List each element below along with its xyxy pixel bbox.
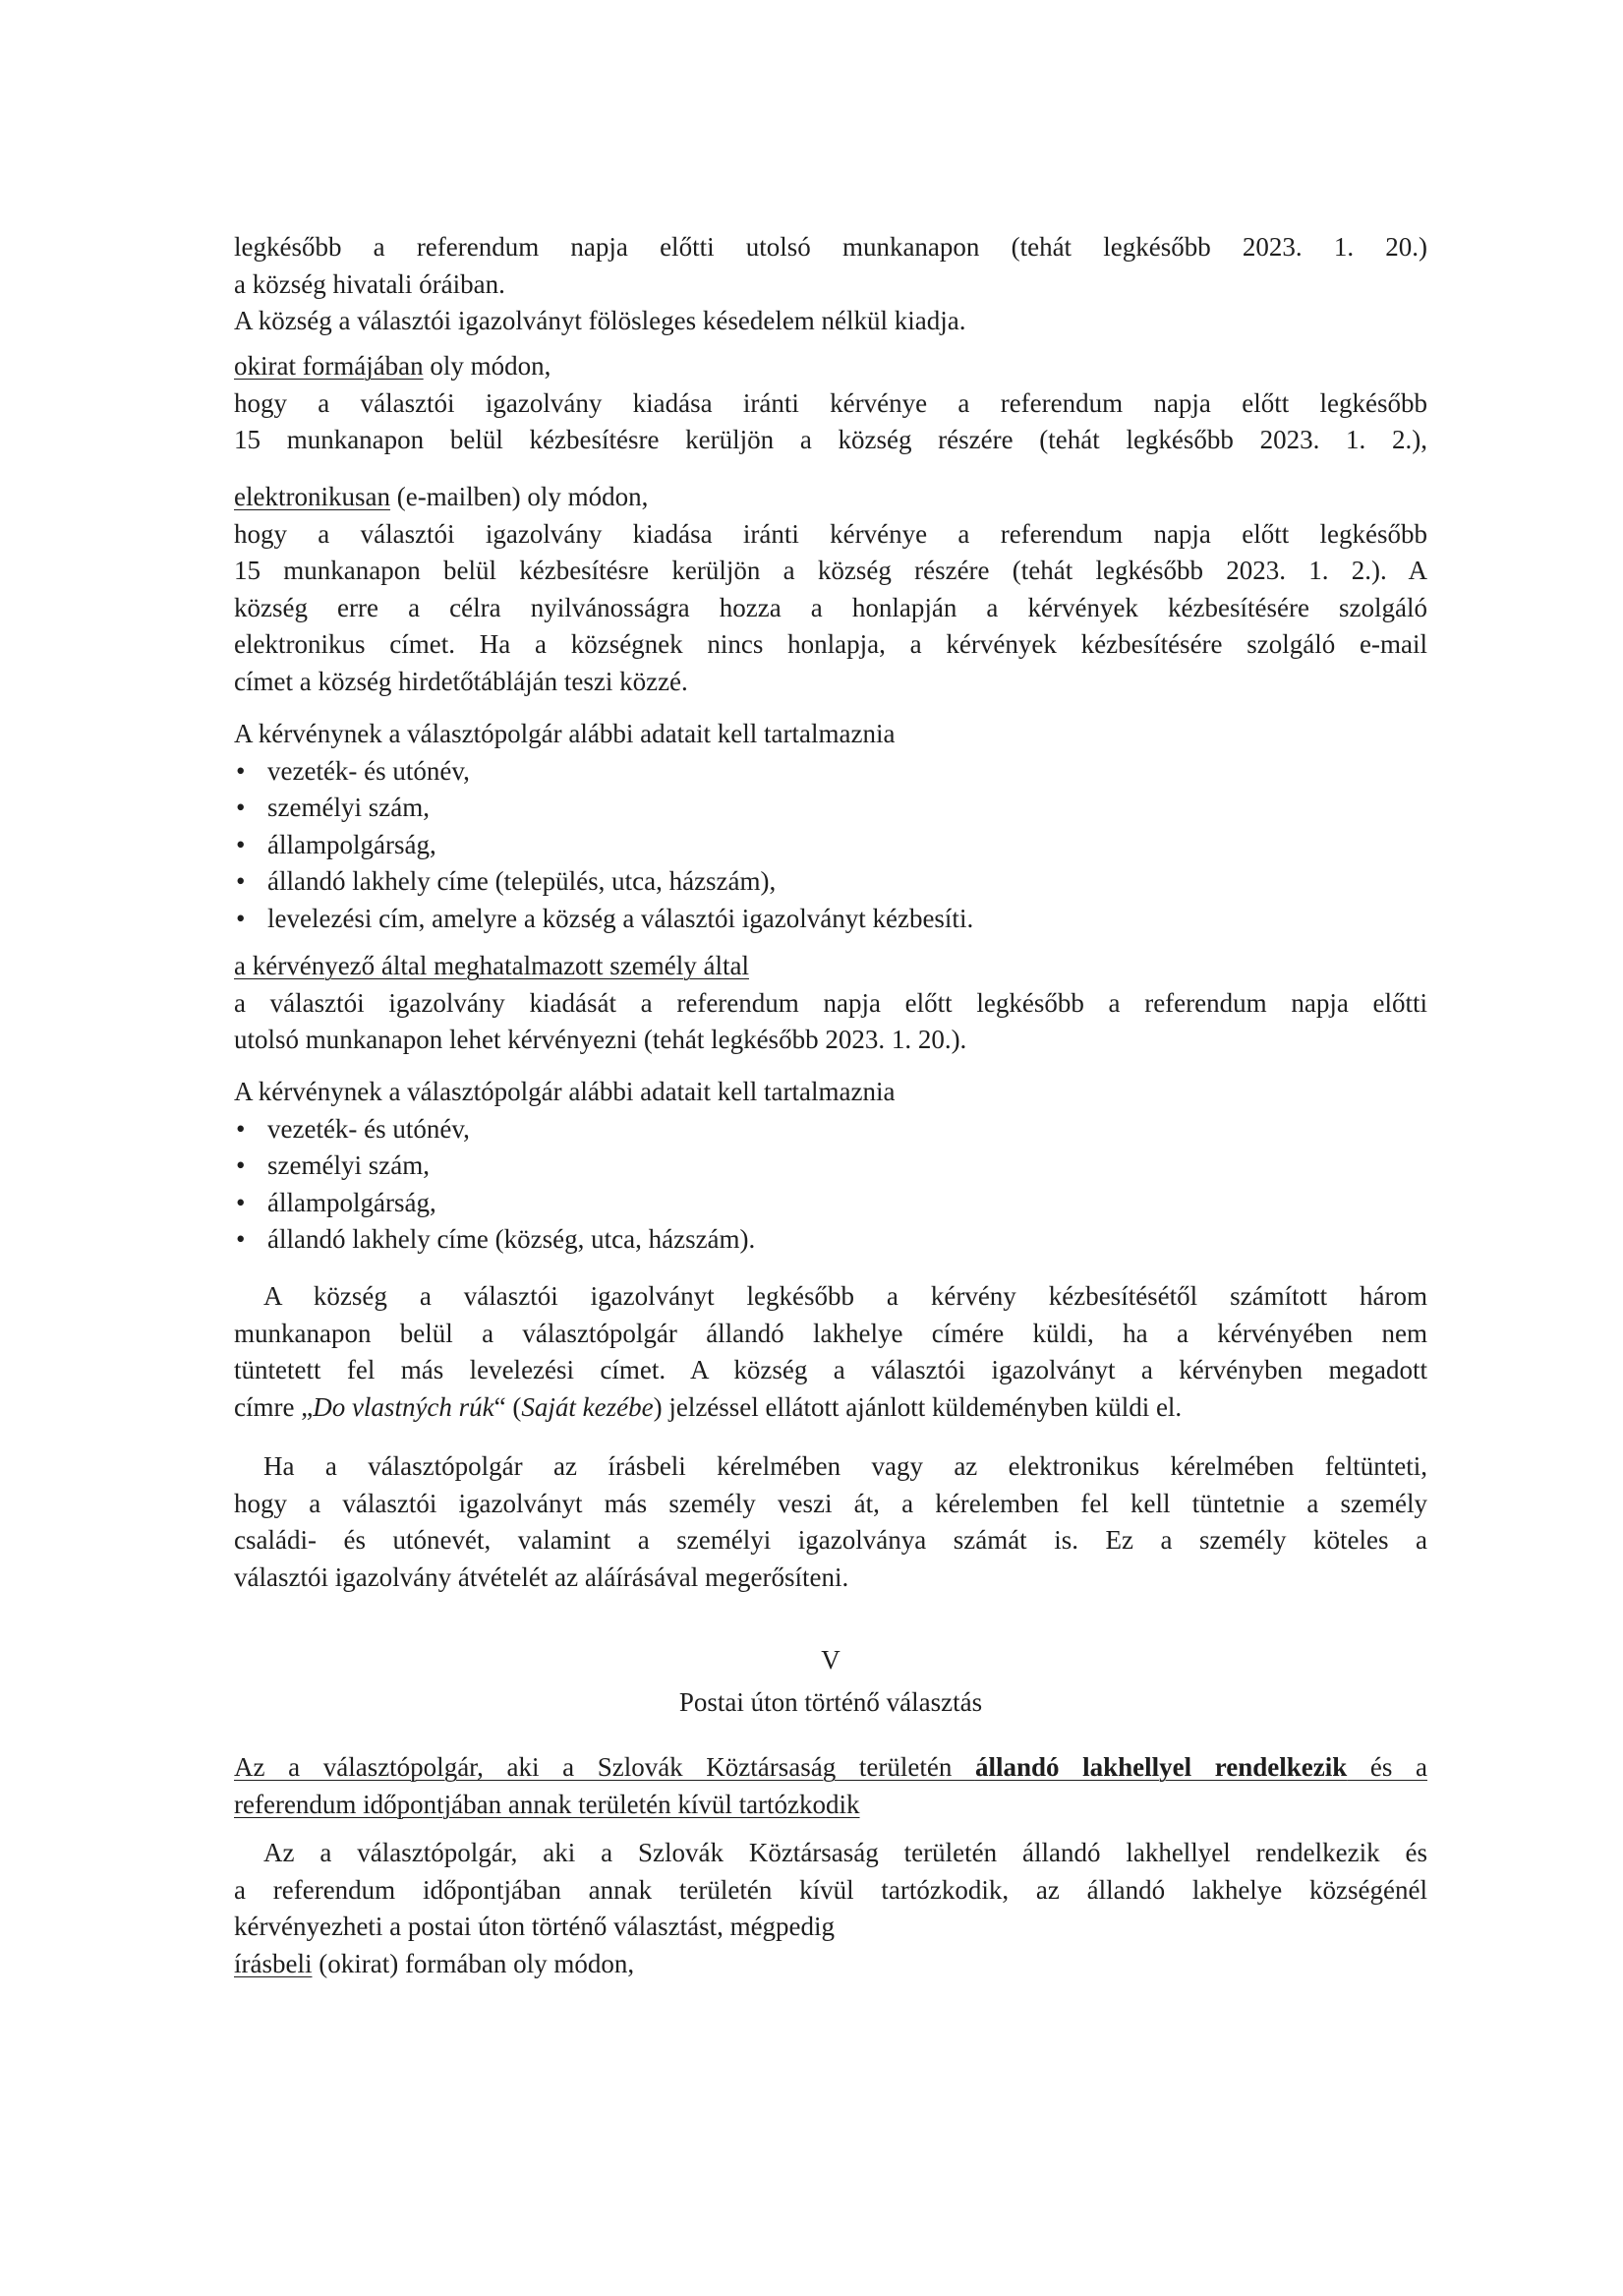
text-fragment: Az a választópolgár, aki a Szlovák Köztársaság területén (234, 1752, 975, 1782)
text-line: 15 munkanapon belül kézbesítésre kerüljön a község részére (tehát legkésőbb 2023. 1. 2.). A (234, 556, 1427, 585)
text-line: hogy a választói igazolvány kiadása iránti kérvénye a referendum napja előtt legkésőbb (234, 518, 1427, 549)
list-item: • állampolgárság, (234, 827, 1427, 864)
list-item: • levelezési cím, amelyre a község a választói igazolványt kézbesíti. (234, 901, 1427, 938)
elektronikusan-label-rest: (e-mailben) oly módon, (389, 482, 649, 511)
text-line (234, 1389, 1427, 1427)
list-item: • vezeték- és utónév, (234, 1111, 1427, 1148)
text-fragment: címre „ (234, 1391, 314, 1422)
list-intro: A kérvénynek a választópolgár alábbi adatait kell tartalmaznia (234, 1077, 896, 1106)
text-line: munkanapon belül a választópolgár állandó lakhelye címére küldi, ha a kérvényében nem (234, 1318, 1427, 1348)
pickup-paragraph (234, 1448, 1427, 1596)
elektronikusan-paragraph (234, 479, 1427, 700)
section-number: V (821, 1645, 840, 1675)
text-line: legkésőbb a referendum napja előtti utolsó munkanapon (tehát legkésőbb 2023. 1. 20.) (234, 232, 1427, 262)
text-line: a referendum időpontjában annak területén kívül tartózkodik, az állandó lakhelye községénél (234, 1874, 1427, 1905)
text-line (234, 348, 1427, 385)
text-line: hogy a választói igazolvány kiadása iránti kérvénye a referendum napja előtt legkésőbb (234, 387, 1427, 418)
text-line (234, 1946, 1427, 1983)
text-line (234, 479, 1427, 516)
list-item: • állampolgárság, (234, 1185, 1427, 1222)
text-line: 15 munkanapon belül kézbesítésre kerüljön a község részére (tehát legkésőbb 2023. 1. 2.), (234, 425, 1427, 454)
subheading (234, 1749, 1427, 1823)
text-line: hogy a választói igazolványt más személy veszi át, a kérelemben fel kell tüntetnie a személy (234, 1488, 1427, 1518)
text-line: családi- és utónevét, valamint a személyi igazolványa számát is. Ez a személy köteles a (234, 1525, 1427, 1555)
text-fragment: (okirat) formában oly módon, (312, 1948, 635, 1978)
delivery-paragraph (234, 1278, 1427, 1426)
list-item: • személyi szám, (234, 1148, 1427, 1185)
intro-paragraph (234, 229, 1427, 340)
list-intro: A kérvénynek a választópolgár alábbi adatait kell tartalmaznia (234, 719, 896, 748)
bold-phrase: állandó lakhellyel rendelkezik (974, 1752, 1348, 1782)
meghatalmazott-label: a kérvényező által meghatalmazott személy által (234, 951, 749, 980)
okirat-paragraph (234, 348, 1427, 459)
irasbeli-label: írásbeli (234, 1948, 313, 1978)
text-line: a választói igazolvány kiadását a referendum napja előtt legkésőbb a referendum napja előtti (234, 987, 1427, 1018)
text-line: a község hivatali óráiban. (234, 268, 505, 299)
italic-phrase: Do vlastných rúk (313, 1391, 494, 1422)
text-line: választói igazolvány átvételét az aláírásával megerősíteni. (234, 1561, 849, 1592)
bullet-list (234, 1111, 1427, 1259)
postal-paragraph (234, 1835, 1427, 1982)
list-item: • vezeték- és utónév, (234, 753, 1427, 791)
section-title: Postai úton történő választás (678, 1686, 983, 1717)
list-item: • állandó lakhely címe (község, utca, házszám). (234, 1221, 1427, 1259)
section-heading (234, 1642, 1427, 1721)
okirat-label: okirat formájában (234, 351, 424, 381)
subheading-line (234, 1749, 1427, 1787)
okirat-label-rest: oly módon, (423, 351, 551, 381)
text-line: község erre a célra nyilvánosságra hozza a honlapján a kérvények kézbesítésére szolgáló (234, 592, 1427, 622)
text-line: Ha a választópolgár az írásbeli kérelmében vagy az elektronikus kérelmében feltünteti, (263, 1451, 1427, 1481)
subheading-line (234, 1787, 1427, 1824)
text-line: Az a választópolgár, aki a Szlovák Köztársaság területén állandó lakhellyel rendelkezik és (263, 1838, 1427, 1867)
list-item: • személyi szám, (234, 790, 1427, 827)
requirements-list-2 (234, 1074, 1427, 1259)
text-line: A község a választói igazolványt legkésőbb a kérvény kézbesítésétől számított három (263, 1281, 1427, 1311)
bullet-list (234, 753, 1427, 938)
italic-phrase: Saját kezébe (521, 1391, 654, 1422)
text-fragment: referendum időpontjában annak területén kívül tartózkodik (234, 1789, 860, 1819)
elektronikusan-label: elektronikusan (234, 482, 390, 511)
requirements-list-1 (234, 716, 1427, 937)
text-line: címet a község hirdetőtábláján teszi közzé. (234, 666, 688, 696)
meghatalmazott-paragraph (234, 948, 1427, 1059)
text-line: kérvényezheti a postai úton történő választást, mégpedig (234, 1912, 836, 1941)
text-line: elektronikus címet. Ha a községnek nincs honlapja, a kérvények kézbesítésére szolgáló e-mail (234, 629, 1427, 659)
text-fragment: “ ( (493, 1391, 522, 1422)
text-fragment: ) jelzéssel ellátott ajánlott küldeményben küldi el. (653, 1391, 1183, 1422)
text-line: A község a választói igazolványt fölösleges késedelem nélkül kiadja. (234, 306, 966, 335)
text-line (234, 948, 1427, 985)
text-fragment: és a (1347, 1752, 1427, 1782)
text-line: tüntetett fel más levelezési címet. A község a választói igazolványt a kérvényben megadott (234, 1355, 1427, 1384)
text-line: utolsó munkanapon lehet kérvényezni (tehát legkésőbb 2023. 1. 20.). (234, 1025, 967, 1054)
list-item: • állandó lakhely címe (település, utca, házszám), (234, 863, 1427, 901)
